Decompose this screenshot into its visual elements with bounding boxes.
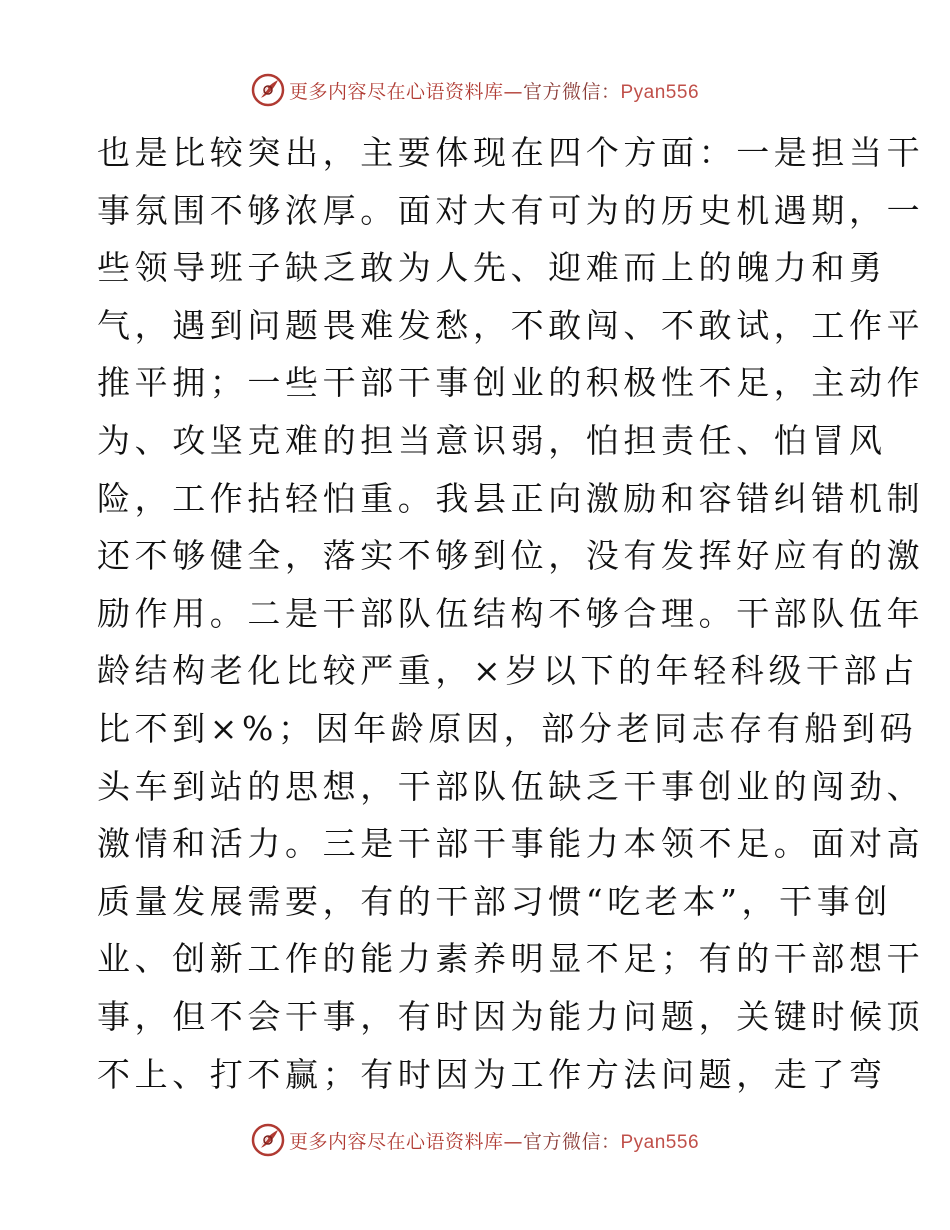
text-line: 也是比较突出，主要体现在四个方面：一是担当干: [97, 133, 925, 172]
wechat-label: 官方微信：: [522, 1130, 621, 1153]
text-line: 业、创新工作的能力素养明显不足；有的干部想干: [97, 939, 925, 979]
text-line: 些领导班子缺乏敢为人先、迎难而上的魄力和勇: [97, 248, 887, 288]
text-line: 事，但不会干事，有时因为能力问题，关键时候顶: [97, 996, 925, 1036]
header-banner: [0, 70, 950, 110]
feather-pen-logo-icon: [251, 1123, 285, 1157]
text-line: 还不够健全，落实不够到位，没有发挥好应有的激: [97, 536, 925, 576]
text-line: 险，工作拈轻怕重。我县正向激励和容错纠错机制: [97, 478, 925, 518]
text-line: 事氛围不够浓厚。面对大有可为的历史机遇期，一: [97, 190, 925, 230]
document-body: [97, 124, 925, 1103]
wechat-handle: Pyan556: [620, 81, 700, 103]
wechat-label: 官方微信：: [522, 80, 621, 103]
text-line: 比不到×%；因年龄原因，部分老同志存有船到码: [97, 708, 918, 748]
feather-pen-logo-icon: [251, 73, 285, 107]
text-line: 质量发展需要，有的干部习惯“吃老本”，干事创: [97, 881, 892, 921]
footer-banner: [0, 1120, 950, 1160]
text-line: 励作用。二是干部队伍结构不够合理。干部队伍年: [97, 593, 925, 633]
banner-text: [289, 77, 699, 104]
text-line: 为、攻坚克难的担当意识弱，怕担责任、怕冒风: [97, 420, 887, 460]
text-line: 推平拥；一些干部干事创业的积极性不足，主动作: [97, 363, 925, 403]
text-line: 激情和活力。三是干部干事能力本领不足。面对高: [97, 824, 925, 864]
wechat-handle: Pyan556: [620, 1131, 700, 1153]
site-name: 更多内容尽在心语资料库: [288, 1130, 504, 1153]
text-line: 头车到站的思想，干部队伍缺乏干事创业的闯劲、: [97, 766, 925, 806]
text-line: 气，遇到问题畏难发愁，不敢闯、不敢试，工作平: [97, 305, 925, 345]
banner-text: [289, 1127, 699, 1154]
banner-separator: —: [503, 1130, 523, 1153]
text-line: 不上、打不赢；有时因为工作方法问题，走了弯: [97, 1054, 887, 1094]
text-line: 龄结构老化比较严重，×岁以下的年轻科级干部占: [97, 651, 919, 691]
site-name: 更多内容尽在心语资料库: [288, 80, 504, 103]
banner-separator: —: [503, 80, 523, 103]
